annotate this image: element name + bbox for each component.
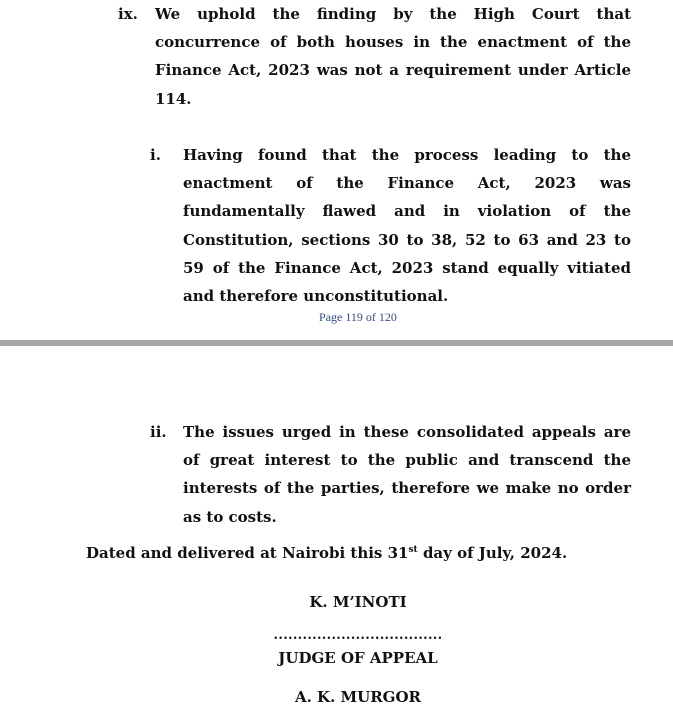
item-number-ii: ii.	[150, 423, 167, 441]
judge2-name: A. K. MURGOR	[294, 688, 422, 706]
page-119	[0, 0, 673, 340]
item-i-text: Having found that the process leading to the enactment of the Finance Act, 2023 was fundamentally flawed and in violation of the Constitution, sections 30 to 38, 52 to 63 and 23 to 59 of the Finance Act, 2023 stand equally vitiated and therefore unconstitutional.	[183, 146, 631, 306]
dated-sup: st	[408, 545, 418, 555]
dated-suffix: day of July, 2024.	[417, 544, 568, 562]
item-number-i: i.	[150, 146, 161, 164]
item-number-ix: ix.	[118, 5, 138, 23]
page-footer: Page 119 of 120	[319, 310, 397, 324]
page-120	[0, 346, 673, 721]
judge1-title: JUDGE OF APPEAL	[278, 649, 438, 667]
item-ix-text: We uphold the finding by the High Court that concurrence of both houses in the enactment of the Finance Act, 2023 was not a requirement under Article 114.	[155, 5, 631, 108]
item-ii-text: The issues urged in these consolidated appeals are of great interest to the public and transcend the interests of the parties, therefore we make no order as to costs.	[183, 423, 631, 526]
signature-line: ...................................	[273, 628, 443, 643]
judge1-name: K. M’INOTI	[309, 593, 407, 611]
dated-prefix: Dated and delivered at Nairobi this 31	[86, 544, 409, 562]
dated-line	[86, 539, 567, 567]
